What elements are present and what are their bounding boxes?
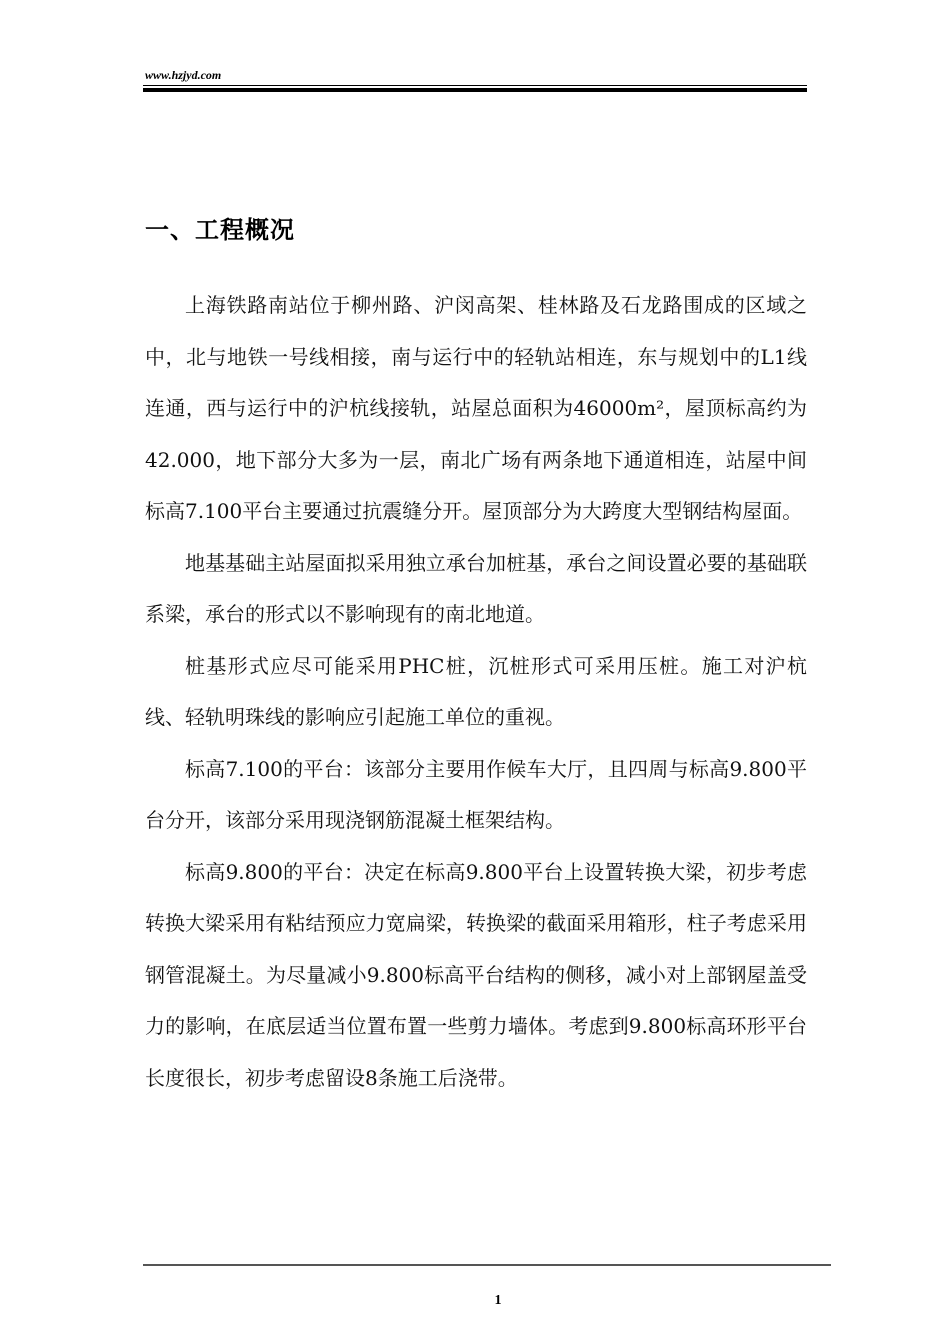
footer-rule	[143, 1264, 831, 1266]
paragraph-platform-9800: 标高9.800的平台：决定在标高9.800平台上设置转换大梁，初步考虑转换大梁采用有粘结预应力宽扁梁，转换梁的截面采用箱形，柱子考虑采用钢管混凝土。为尽量减小9.800标高平台结构的侧移，减小对上部钢屋盖受力的影响，在底层适当位置布置一些剪力墙体。考虑到9.800标高环形平台长度很长，初步考虑留设8条施工后浇带。	[145, 859, 807, 1090]
paragraph-platform-7100: 标高7.100的平台：该部分主要用作候车大厅，且四周与标高9.800平台分开，该部分采用现浇钢筋混凝土框架结构。	[145, 756, 807, 832]
header-rule-thick	[143, 88, 807, 92]
paragraph-foundation: 地基基础主站屋面拟采用独立承台加桩基，承台之间设置必要的基础联系梁，承台的形式以不影响现有的南北地道。	[145, 550, 807, 626]
paragraph-piles: 桩基形式应尽可能采用PHC桩，沉桩形式可采用压桩。施工对沪杭线、轻轨明珠线的影响应引起施工单位的重视。	[145, 653, 807, 729]
header-site-url: www.hzjyd.com	[145, 68, 222, 82]
paragraph-overview: 上海铁路南站位于柳州路、沪闵高架、桂林路及石龙路围成的区域之中，北与地铁一号线相接，南与运行中的轻轨站相连，东与规划中的L1线连通，西与运行中的沪杭线接轨，站屋总面积为46000m²，屋顶标高约为 42.000，地下部分大多为一层，南北广场有两条地下通道相连，站屋中间标高7.100平台主要通过抗震缝分开。屋顶部分为大跨度大型钢结构屋面。	[145, 293, 827, 523]
page-number: 1	[494, 1293, 502, 1308]
header-rule-thin	[143, 85, 807, 86]
section-heading: 一、工程概况	[145, 216, 295, 244]
body-text	[145, 280, 827, 1104]
